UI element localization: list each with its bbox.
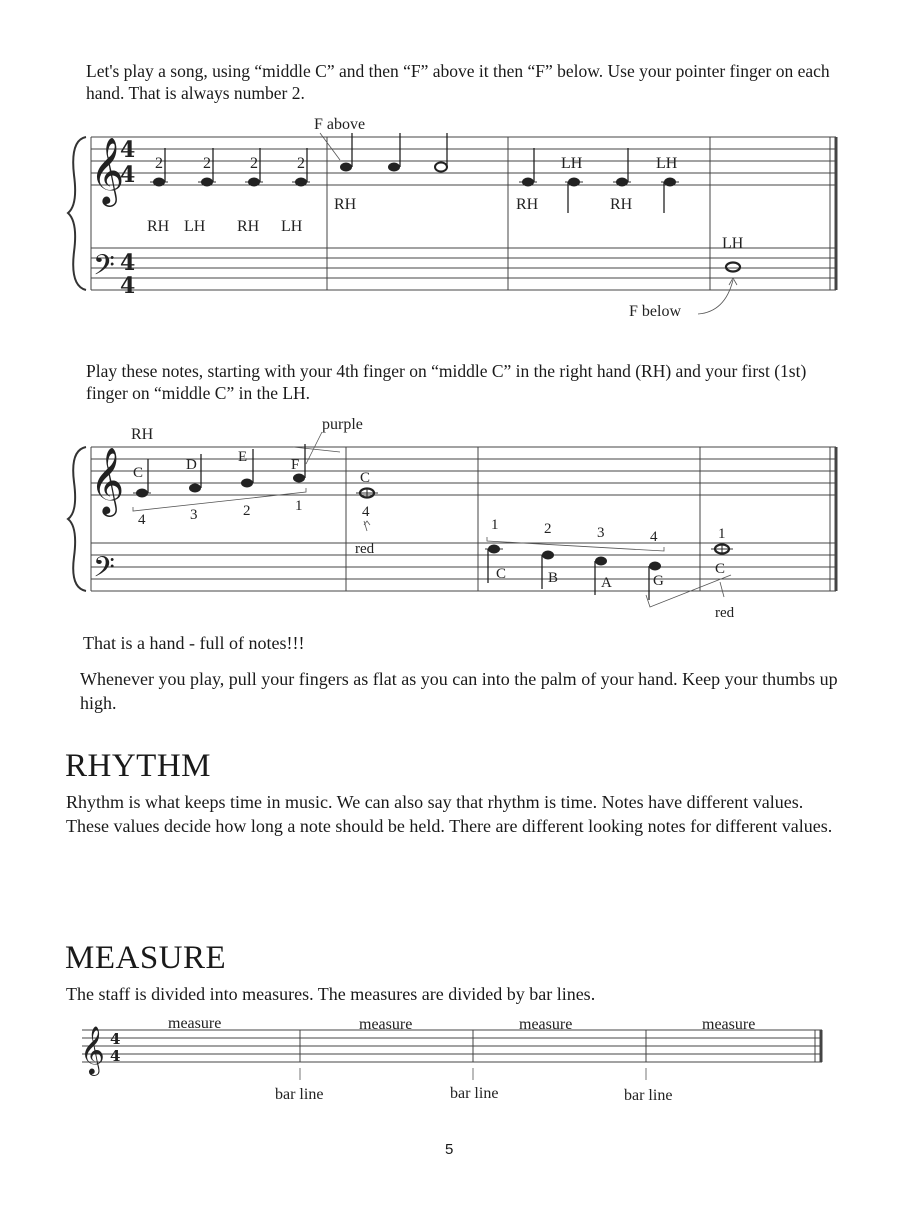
measure-label: measure: [359, 1016, 413, 1033]
finger-number: 1: [718, 526, 726, 542]
note-name: C: [715, 561, 726, 577]
hand-label-lh: LH: [281, 218, 303, 235]
finger-number: 2: [155, 155, 163, 172]
bar-line-label: bar line: [275, 1086, 324, 1103]
time-sig-bottom: 4: [110, 1047, 121, 1065]
rhythm-text: Rhythm is what keeps time in music. We can also say that rhythm is time. Notes have different values. These values decide how long a note should be held. There are different looking notes for different values.: [66, 792, 833, 836]
measure-heading: MEASURE: [65, 940, 227, 976]
page-number: 5: [445, 1141, 454, 1158]
hand-label-lh: LH: [561, 155, 583, 172]
finger-number: 2: [243, 503, 251, 519]
bass-clef-icon: 𝄢: [93, 551, 115, 591]
finger-number: 1: [491, 517, 499, 533]
note-name: C: [496, 566, 507, 582]
bar-line-label: bar line: [450, 1085, 499, 1102]
measure-label: measure: [168, 1015, 222, 1032]
hand-label-lh: LH: [722, 235, 744, 252]
note-name: E: [238, 449, 248, 465]
time-sig-bottom: 4: [120, 162, 136, 188]
rhythm-heading: RHYTHM: [65, 748, 212, 784]
time-sig-top: 4: [110, 1030, 121, 1048]
treble-clef-icon: 𝄞: [80, 1025, 105, 1074]
bass-clef-icon: 𝄢: [93, 249, 115, 289]
note-name: F: [291, 457, 300, 473]
hand-label-rh: RH: [334, 196, 357, 213]
finger-number: 4: [650, 529, 658, 545]
f-below-label: F below: [629, 303, 681, 320]
hand-label-lh: LH: [656, 155, 678, 172]
intro-paragraph-2: Play these notes, starting with your 4th finger on “middle C” in the right hand (RH) and your first (1st) finger on “middle C” in the LH.: [86, 361, 807, 403]
note-name: A: [601, 575, 612, 591]
finger-number: 3: [190, 507, 198, 523]
purple-label: purple: [322, 416, 363, 433]
time-sig-top: 4: [120, 137, 136, 163]
finger-number: 2: [250, 155, 258, 172]
intro-paragraph-1: Let's play a song, using “middle C” and then “F” above it then “F” below. Use your pointer finger on each hand. That is always number 2.: [86, 61, 830, 103]
flat-fingers-text: Whenever you play, pull your fingers as flat as you can into the palm of your hand. Keep your thumbs up high.: [80, 669, 838, 713]
finger-number: 4: [362, 504, 370, 520]
finger-number: 3: [597, 525, 605, 541]
rh-label: RH: [131, 426, 154, 443]
hand-label-rh: RH: [147, 218, 170, 235]
hand-label-rh: RH: [237, 218, 260, 235]
note-name: D: [186, 457, 197, 473]
measure-label: measure: [702, 1016, 756, 1033]
treble-clef-icon: 𝄞: [90, 446, 125, 514]
note-name: B: [548, 570, 559, 586]
treble-clef-icon: 𝄞: [90, 136, 125, 204]
finger-number: 2: [544, 521, 552, 537]
finger-number: 2: [203, 155, 211, 172]
finger-number: 4: [138, 512, 146, 528]
hand-label-rh: RH: [610, 196, 633, 213]
measure-text: The staff is divided into measures. The measures are divided by bar lines.: [66, 984, 596, 1004]
time-sig-bottom-bass: 4: [120, 273, 136, 299]
red-label: red: [355, 541, 375, 557]
f-above-label: F above: [314, 116, 366, 133]
finger-number: 1: [295, 498, 303, 514]
note-name: C: [133, 465, 144, 481]
bar-line-label: bar line: [624, 1087, 673, 1104]
hand-full-text: That is a hand - full of notes!!!: [83, 633, 305, 653]
red-label: red: [715, 605, 735, 621]
measure-label: measure: [519, 1016, 573, 1033]
hand-label-lh: LH: [184, 218, 206, 235]
time-sig-top-bass: 4: [120, 250, 136, 276]
hand-label-rh: RH: [516, 196, 539, 213]
note-name: C: [360, 470, 371, 486]
finger-number: 2: [297, 155, 305, 172]
note-name: G: [653, 573, 664, 589]
